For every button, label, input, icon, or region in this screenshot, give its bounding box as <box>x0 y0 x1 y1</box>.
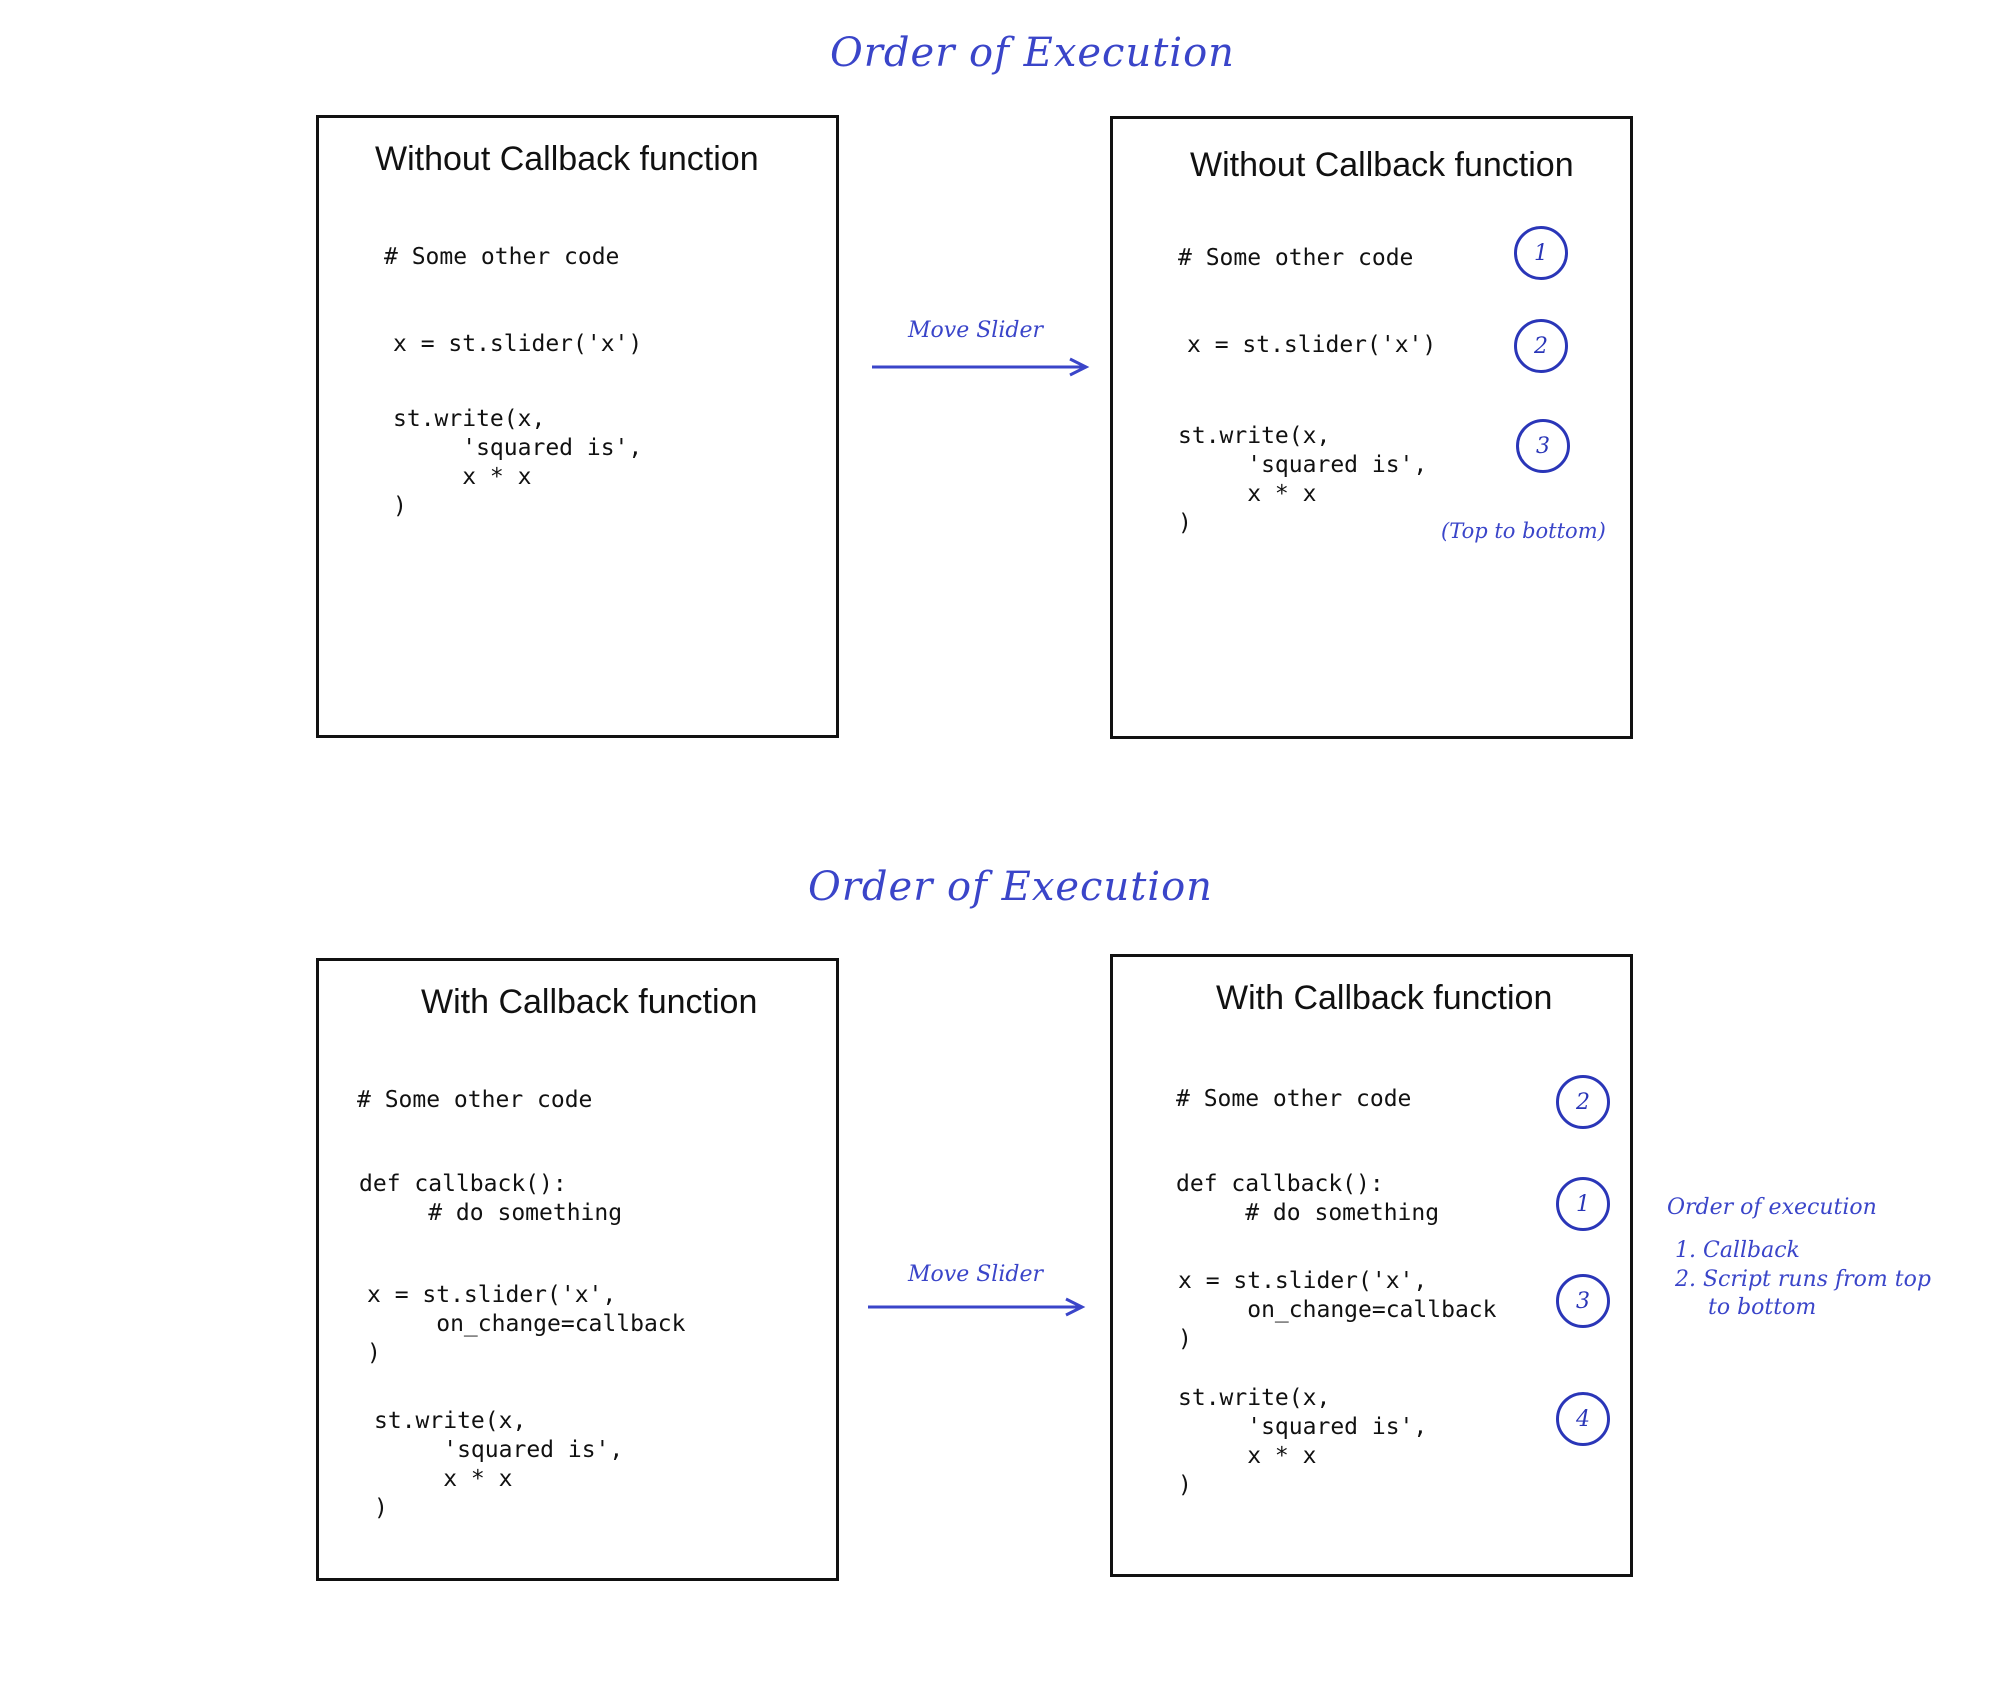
code-line-slider: x = st.slider('x') <box>1187 332 1437 358</box>
side-note-item-2-cont: to bottom <box>1708 1295 1817 1320</box>
step-circle-callback: 1 <box>1556 1177 1610 1231</box>
bottom-arrow-label: Move Slider <box>908 1262 1043 1287</box>
top-right-box <box>1110 116 1633 739</box>
side-note-item-1: 1. Callback <box>1675 1238 1800 1263</box>
code-block-write: st.write(x, 'squared is', x * x ) <box>1178 1385 1428 1498</box>
top-right-box-title: Without Callback function <box>1190 146 1574 184</box>
step-circle-3: 3 <box>1516 419 1570 473</box>
side-note-item-2: 2. Script runs from top <box>1675 1267 1931 1292</box>
top-left-box <box>316 115 839 738</box>
code-block-slider: x = st.slider('x', on_change=callback ) <box>367 1282 686 1366</box>
bottom-right-box-title: With Callback function <box>1216 979 1553 1017</box>
top-left-box-title: Without Callback function <box>375 140 759 178</box>
code-line-comment: # Some other code <box>1178 245 1414 271</box>
top-arrow-label: Move Slider <box>908 318 1043 343</box>
bottom-right-box <box>1110 954 1633 1577</box>
code-line-comment: # Some other code <box>1176 1086 1412 1112</box>
code-block-slider: x = st.slider('x', on_change=callback ) <box>1178 1268 1497 1352</box>
bottom-left-box-title: With Callback function <box>421 983 758 1021</box>
side-note-title: Order of execution <box>1667 1195 1877 1220</box>
code-line-comment: # Some other code <box>357 1087 593 1113</box>
code-line-slider: x = st.slider('x') <box>393 331 643 357</box>
step-circle-write: 4 <box>1556 1392 1610 1446</box>
bottom-arrow <box>866 1292 1096 1322</box>
step-circle-1: 1 <box>1514 226 1568 280</box>
code-block-callback-def: def callback(): # do something <box>359 1171 623 1226</box>
bottom-heading: Order of Execution <box>808 864 1213 910</box>
bottom-left-box <box>316 958 839 1581</box>
step-circle-slider: 3 <box>1556 1274 1610 1328</box>
code-block-write: st.write(x, 'squared is', x * x ) <box>374 1408 624 1521</box>
step-circle-comment: 2 <box>1556 1075 1610 1129</box>
code-block-callback-def: def callback(): # do something <box>1176 1171 1440 1226</box>
top-arrow <box>870 352 1100 382</box>
code-block-write: st.write(x, 'squared is', x * x ) <box>1178 423 1428 536</box>
code-line-comment: # Some other code <box>384 244 620 270</box>
top-heading: Order of Execution <box>830 30 1235 76</box>
top-to-bottom-note: (Top to bottom) <box>1441 519 1606 543</box>
code-block-write: st.write(x, 'squared is', x * x ) <box>393 406 643 519</box>
step-circle-2: 2 <box>1514 319 1568 373</box>
